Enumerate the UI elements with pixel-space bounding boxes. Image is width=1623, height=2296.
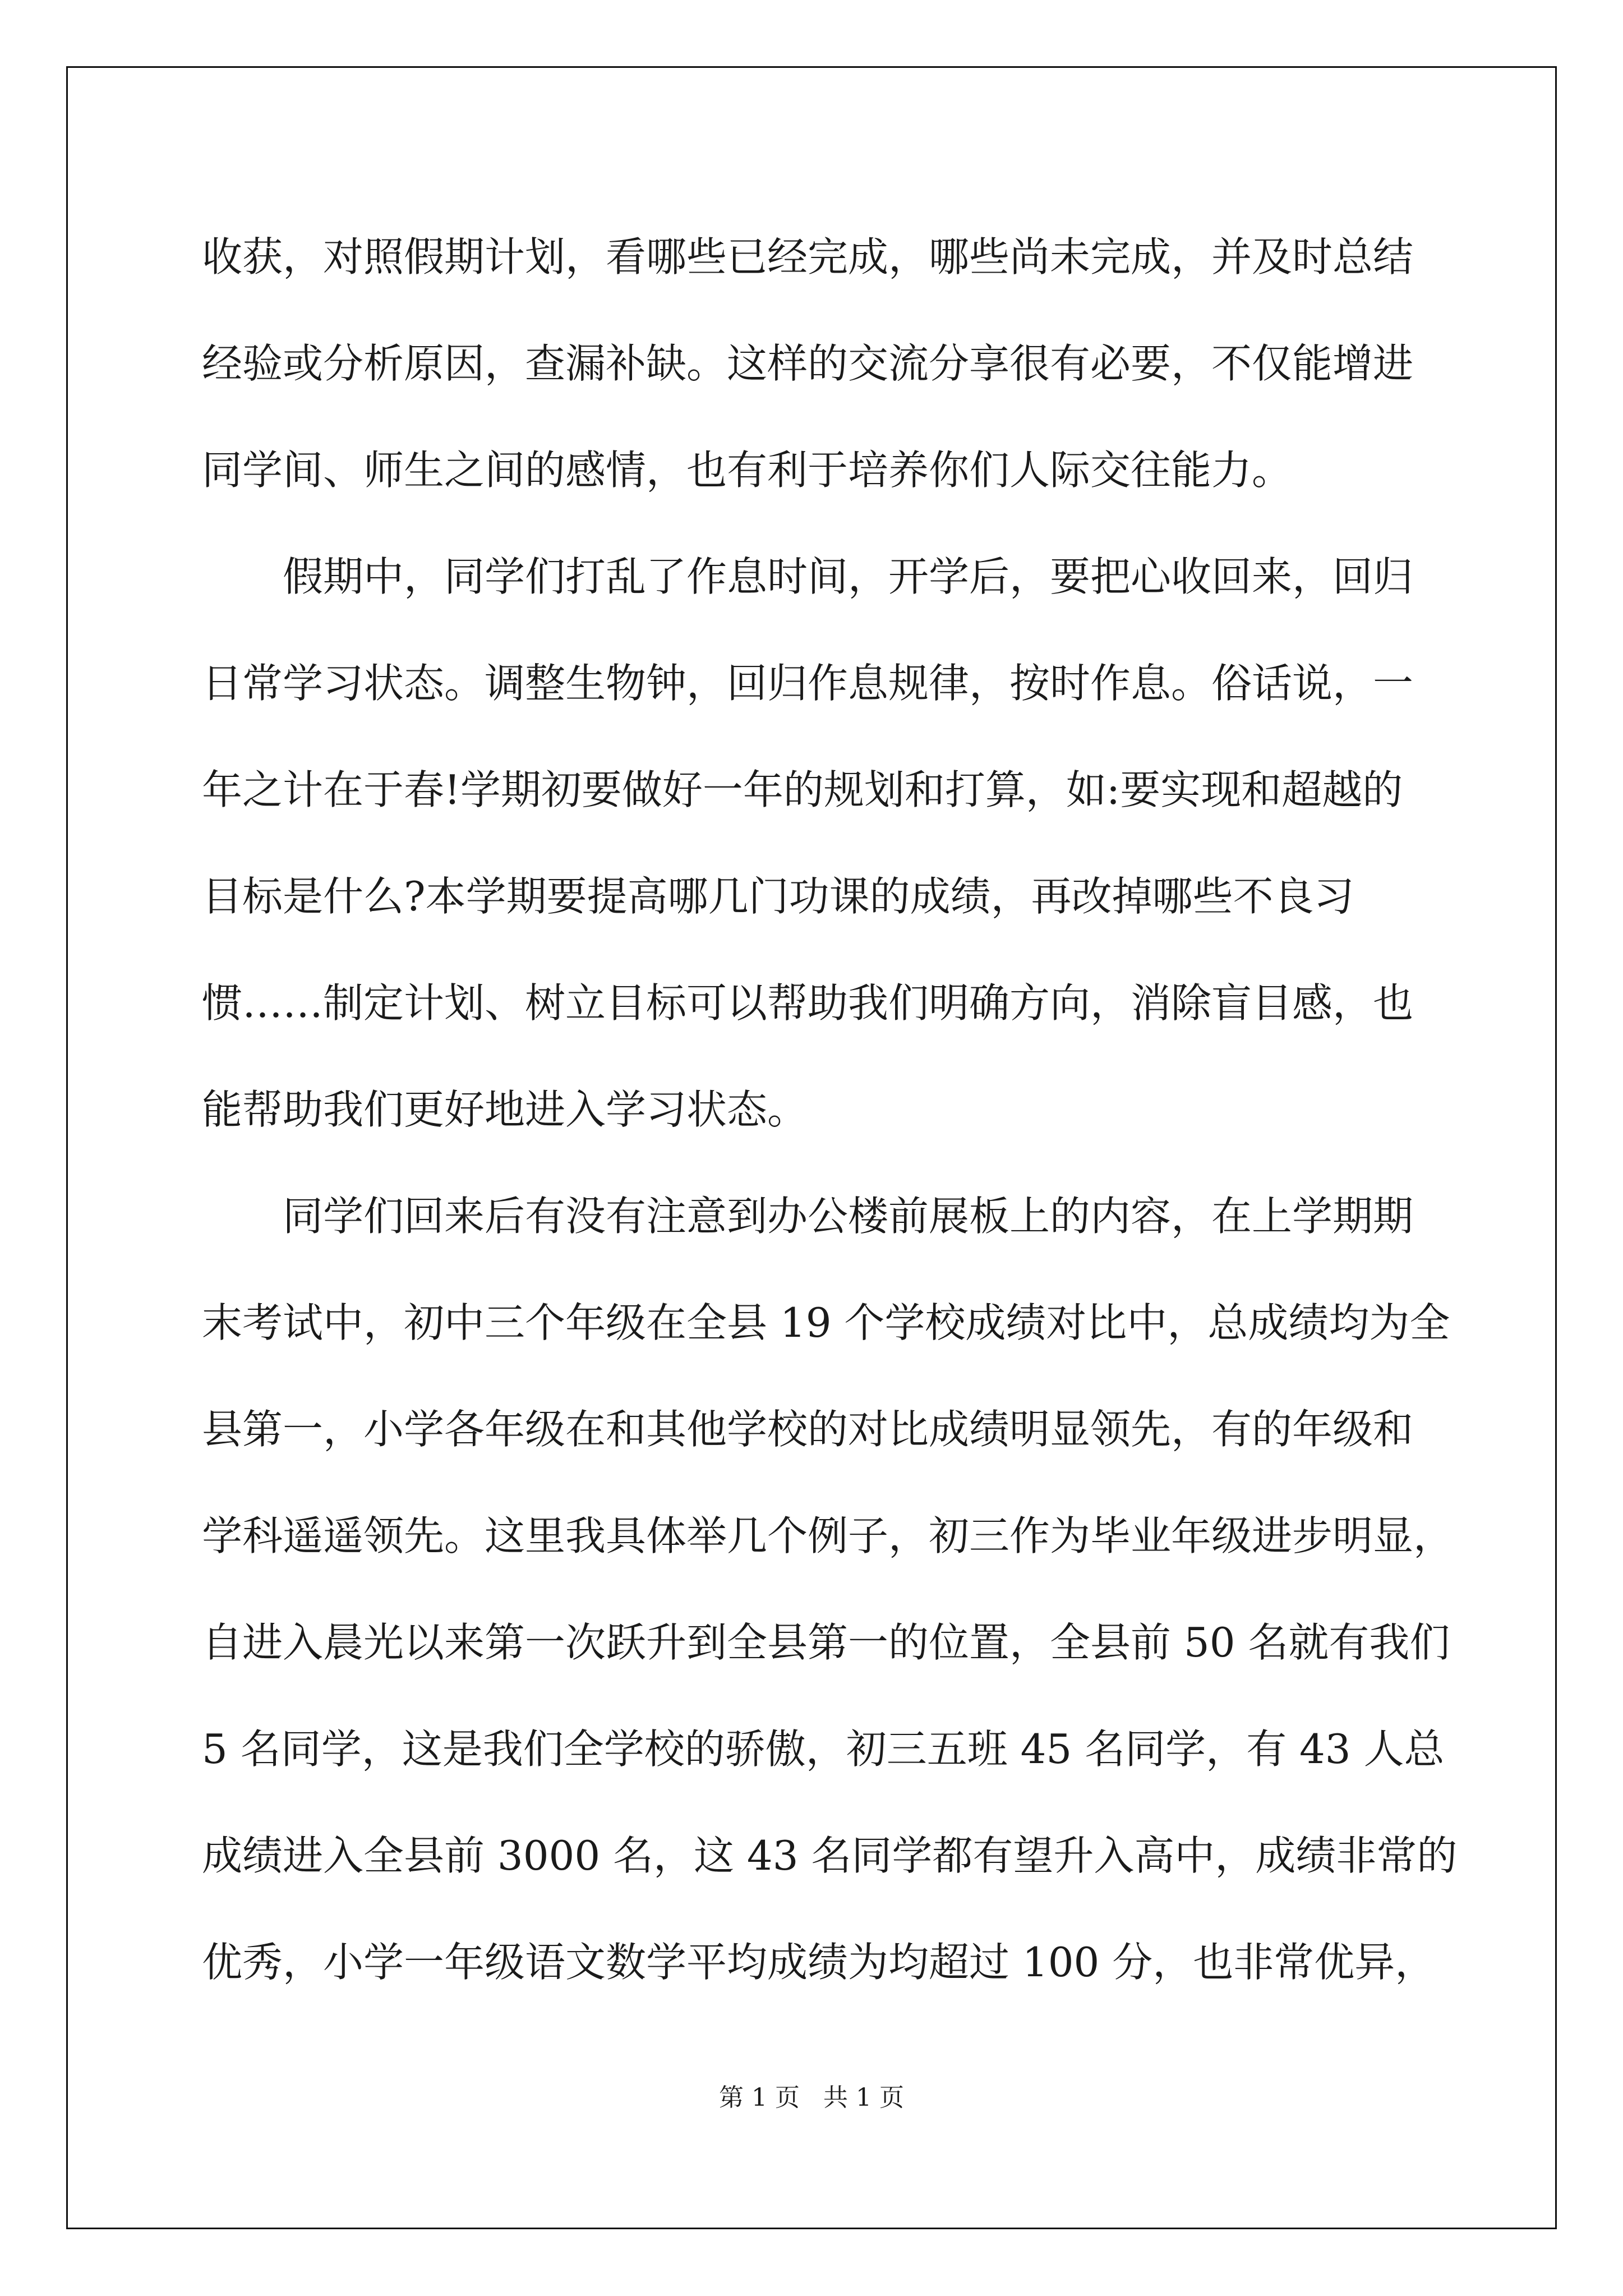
text-line-15: 5 名同学，这是我们全学校的骄傲，初三五班 45 名同学，有 43 人总: [202, 1726, 1445, 1773]
text-line-13: 学科遥遥领先。这里我具体举几个例子，初三作为毕业年级进步明显，: [202, 1512, 1454, 1559]
text-line-11: 末考试中，初中三个年级在全县 19 个学校成绩对比中，总成绩均为全: [202, 1299, 1450, 1346]
text-line-8: 惯……制定计划、树立目标可以帮助我们明确方向，消除盲目感，也: [202, 979, 1414, 1027]
text-line-14: 自进入晨光以来第一次跃升到全县第一的位置，全县前 50 名就有我们: [202, 1619, 1450, 1666]
page-border: [66, 66, 1557, 2229]
text-line-1: 收获，对照假期计划，看哪些已经完成，哪些尚未完成，并及时总结: [202, 233, 1414, 280]
paragraph-3-line-1: 同学们回来后有没有注意到办公楼前展板上的内容，在上学期期: [283, 1193, 1414, 1240]
text-line-16: 成绩进入全县前 3000 名，这 43 名同学都有望升入高中，成绩非常的: [202, 1832, 1458, 1879]
text-line-17: 优秀，小学一年级语文数学平均成绩为均超过 100 分，也非常优异，: [202, 1939, 1436, 1986]
text-line-3: 同学间、师生之间的感情，也有利于培养你们人际交往能力。: [202, 447, 1293, 494]
page-number-footer: 第 1 页 共 1 页: [719, 2083, 904, 2112]
paragraph-2-line-1: 假期中，同学们打乱了作息时间，开学后，要把心收回来，回归: [283, 553, 1414, 600]
text-line-12: 县第一，小学各年级在和其他学校的对比成绩明显领先，有的年级和: [202, 1406, 1414, 1453]
text-line-2: 经验或分析原因，查漏补缺。这样的交流分享很有必要，不仅能增进: [202, 340, 1414, 387]
text-line-6: 年之计在于春!学期初要做好一年的规划和打算，如:要实现和超越的: [202, 766, 1403, 813]
text-line-9: 能帮助我们更好地进入学习状态。: [202, 1086, 808, 1133]
text-line-5: 日常学习状态。调整生物钟，回归作息规律，按时作息。俗话说，一: [202, 660, 1414, 707]
text-line-7: 目标是什么?本学期要提高哪几门功课的成绩，再改掉哪些不良习: [202, 873, 1354, 920]
